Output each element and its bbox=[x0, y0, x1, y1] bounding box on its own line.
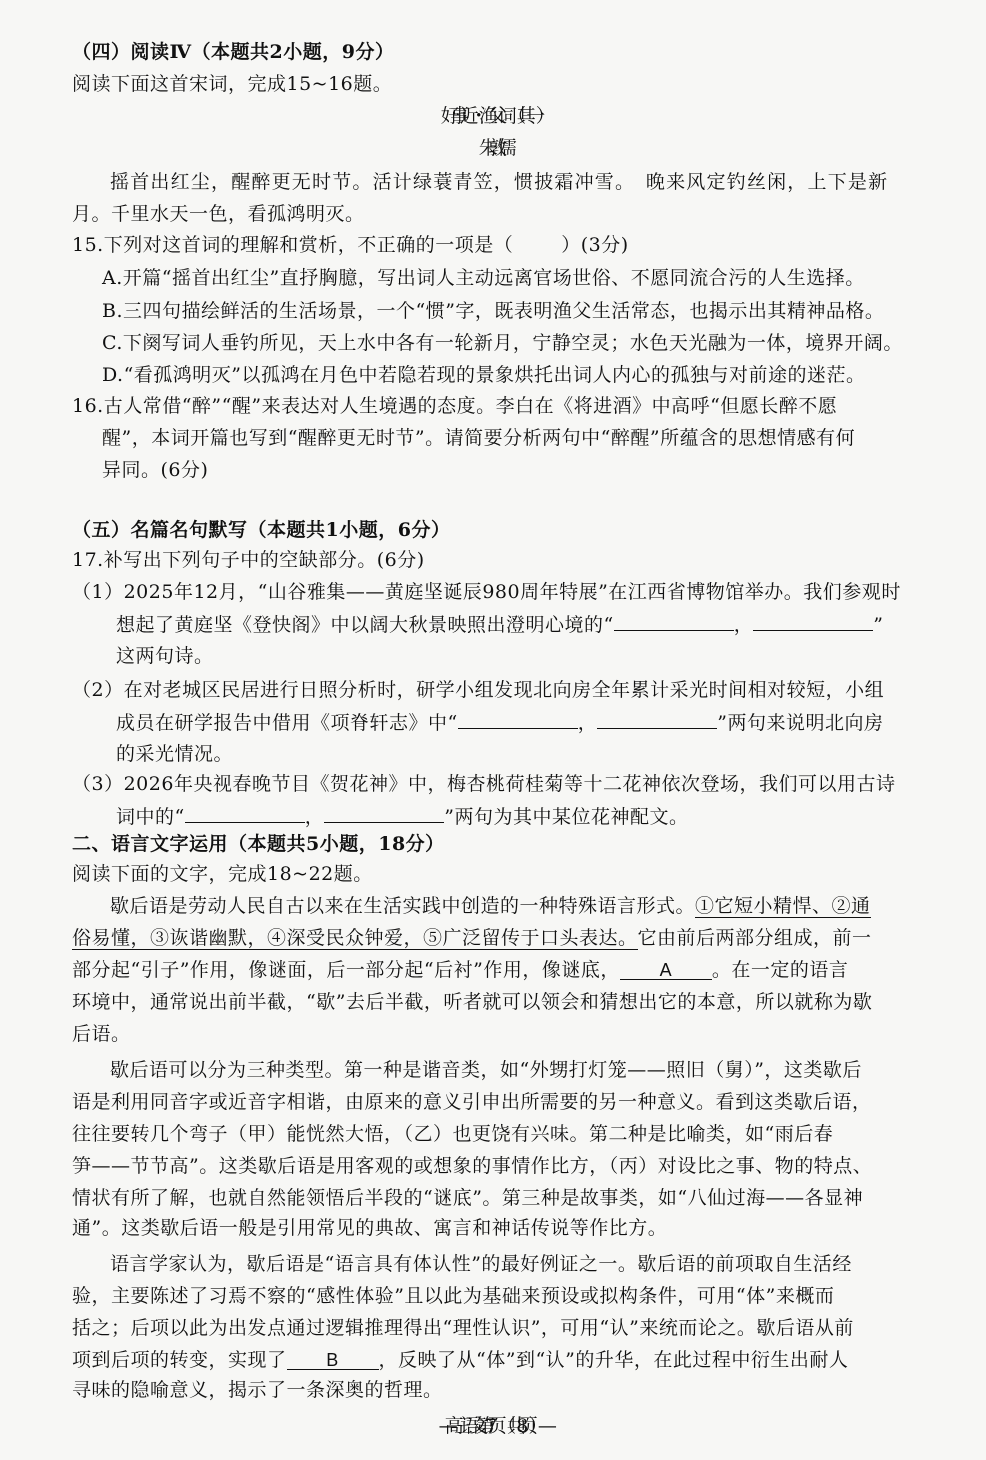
q17-item1-line1: （1）2025年12月，“山谷雅集——黄庭坚诞辰980周年特展”在江西省博物馆举办。我们参观时 bbox=[72, 581, 901, 603]
p2-line-2: 语是利用同音字或近音字相谐，由原来的意义引申出所需要的另一种意义。看到这类歇后语， bbox=[72, 1091, 872, 1113]
blank-a[interactable]: A bbox=[620, 961, 712, 980]
p1-line-2 bbox=[72, 926, 872, 950]
p1-line-3 bbox=[72, 958, 848, 982]
q17-item1-blank-2[interactable] bbox=[753, 612, 873, 631]
q17-item2-blank-2[interactable] bbox=[597, 710, 717, 729]
q15-option-c: C.下阕写词人垂钓所见，天上水中各有一轮新月，宁静空灵；水色天光融为一体，境界开阔。 bbox=[102, 332, 903, 354]
q15-stem bbox=[72, 233, 629, 257]
p1-line-3-tail: 。在一定的语言 bbox=[711, 959, 849, 981]
q17-item2-line2 bbox=[116, 710, 883, 735]
q16-line-2: 醒”，本词开篇也写到“醒醉更无时节”。请简要分析两句中“醉醒”所蕴含的思想情感有何 bbox=[102, 427, 856, 449]
p1-line-2-text: 它由前后两部分组成，前一 bbox=[637, 927, 872, 949]
q17-item2-comma: ， bbox=[577, 712, 598, 734]
part2-heading: 二、语言文字运用（本题共5小题，18分） bbox=[72, 833, 445, 855]
q17-item3-line1: （3）2026年央视春晚节目《贺花神》中，梅杏桃荷桂菊等十二花神依次登场，我们可以用古诗 bbox=[72, 773, 896, 795]
section4-instruction: 阅读下面这首宋词，完成15~16题。 bbox=[72, 73, 393, 95]
q16-line-1: 16.古人常借“醉”“醒”来表达对人生境遇的态度。李白在《将进酒》中高呼“但愿长醉不愿 bbox=[72, 395, 838, 417]
p1-line-1-text: 歇后语是劳动人民自古以来在生活实践中创造的一种特殊语言形式。 bbox=[110, 895, 696, 917]
q17-item2-tail: ”两句来说明北向房 bbox=[717, 712, 884, 734]
q15-option-a: A.开篇“摇首出红尘”直抒胸臆，写出词人主动远离官场世俗、不愿同流合污的人生选择。 bbox=[102, 267, 865, 289]
p1-underlined-1: ①它短小精悍、②通 bbox=[695, 895, 871, 917]
p3-line-4-tail: ，反映了从“体”到“认”的升华，在此过程中衍生出耐人 bbox=[378, 1349, 849, 1371]
p3-line-3: 括之；后项以此为出发点通过逻辑推理得出“理性认识”，可用“认”来统而论之。歇后语从前 bbox=[72, 1317, 854, 1339]
q16-line-3: 异同。(6分) bbox=[102, 459, 209, 481]
q17-item1-line3: 这两句诗。 bbox=[116, 645, 214, 667]
p1-line-4: 环境中，通常说出前半截，“歇”去后半截，听者就可以领会和猜想出它的本意，所以就称为歇 bbox=[72, 991, 873, 1013]
p1-line-5: 后语。 bbox=[72, 1023, 131, 1045]
p1-underlined-2: 俗易懂，③诙谐幽默，④深受民众钟爱，⑤广泛留传于口头表达。 bbox=[72, 927, 638, 949]
part2-instruction: 阅读下面的文字，完成18~22题。 bbox=[72, 863, 373, 885]
q17-item1-close: ” bbox=[873, 614, 884, 636]
section4-heading: （四）阅读Ⅳ（本题共2小题，9分） bbox=[72, 41, 395, 63]
q15-option-d: D.“看孤鸿明灭”以孤鸿在月色中若隐若现的景象烘托出词人内心的孤独与对前途的迷茫。 bbox=[102, 364, 866, 386]
q17-item3-line2 bbox=[116, 804, 688, 829]
q17-item2-line3: 的采光情况。 bbox=[116, 743, 234, 765]
q17-item3-comma: ， bbox=[304, 806, 325, 828]
q17-item2-text: 成员在研学报告中借用《项脊轩志》中“ bbox=[116, 712, 458, 734]
q15-option-b: B.三四句描绘鲜活的生活场景，一个“惯”字，既表明渔父生活常态，也揭示出其精神品格。 bbox=[102, 300, 885, 322]
poem-line-2: 月。千里水天一色，看孤鸿明灭。 bbox=[72, 203, 365, 225]
p2-line-4: 笋——节节高”。这类歇后语是用客观的或想象的事情作比方，（丙）对设比之事、物的特点、 bbox=[72, 1155, 873, 1177]
poem-line-1: 摇首出红尘，醒醉更无时节。活计绿蓑青笠，惯披霜冲雪。 晚来风定钓丝闲，上下是新 bbox=[110, 171, 889, 193]
section5-heading: （五）名篇名句默写（本题共1小题，6分） bbox=[72, 519, 451, 541]
p2-line-5: 情状有所了解，也就自然能领悟后半段的“谜底”。第三种是故事类，如“八仙过海——各显神 bbox=[72, 1187, 864, 1209]
q17-item2-line1: （2）在对老城区民居进行日照分析时，研学小组发现北向房全年累计采光时间相对较短，小组 bbox=[72, 679, 885, 701]
page-footer: — 高三 语文 第7页（共8页）— bbox=[438, 1415, 548, 1437]
q17-item1-blank-1[interactable] bbox=[614, 612, 734, 631]
p2-line-1: 歇后语可以分为三种类型。第一种是谐音类，如“外甥打灯笼——照旧（舅）”，这类歇后 bbox=[110, 1059, 862, 1081]
q17-item1-text: 想起了黄庭坚《登快阁》中以阔大秋景映照出澄明心境的“ bbox=[116, 614, 614, 636]
poem-author: 朱敦儒 bbox=[478, 137, 508, 159]
p3-line-4 bbox=[72, 1348, 848, 1372]
p3-line-2: 验，主要陈述了习焉不察的“感性体验”且以此为基础来预设或拟构条件，可用“体”来概而 bbox=[72, 1285, 835, 1307]
q17-item2-blank-1[interactable] bbox=[458, 710, 578, 729]
q15-points: ）(3分) bbox=[561, 234, 629, 256]
p1-line-1 bbox=[110, 894, 871, 918]
q17-item3-blank-2[interactable] bbox=[324, 804, 444, 823]
q17-item3-tail: ”两句为其中某位花神配文。 bbox=[444, 806, 689, 828]
p3-line-4-text: 项到后项的转变，实现了 bbox=[72, 1349, 287, 1371]
q15-stem-text: 15.下列对这首词的理解和赏析，不正确的一项是（ bbox=[72, 234, 514, 256]
p2-line-3: 往往要转几个弯子（甲）能恍然大悟，（乙）也更饶有兴味。第二种是比喻类，如“雨后春 bbox=[72, 1123, 834, 1145]
poem-title: 好事近・渔父词（其一） bbox=[440, 105, 546, 127]
q17-item1-line2 bbox=[116, 612, 883, 637]
p3-line-5: 寻味的隐喻意义，揭示了一条深奥的哲理。 bbox=[72, 1379, 443, 1401]
p2-line-6: 通”。这类歇后语一般是引用常见的典故、寓言和神话传说等作比方。 bbox=[72, 1217, 668, 1239]
q17-item1-comma: ， bbox=[733, 614, 754, 636]
p1-line-3-text: 部分起“引子”作用，像谜面，后一部分起“后衬”作用，像谜底， bbox=[72, 959, 620, 981]
p3-line-1: 语言学家认为，歇后语是“语言具有体认性”的最好例证之一。歇后语的前项取自生活经 bbox=[110, 1253, 852, 1275]
q17-item3-blank-1[interactable] bbox=[185, 804, 305, 823]
blank-b[interactable]: B bbox=[287, 1351, 379, 1370]
q17-item3-text: 词中的“ bbox=[116, 806, 185, 828]
q17-stem: 17.补写出下列句子中的空缺部分。(6分) bbox=[72, 549, 425, 571]
